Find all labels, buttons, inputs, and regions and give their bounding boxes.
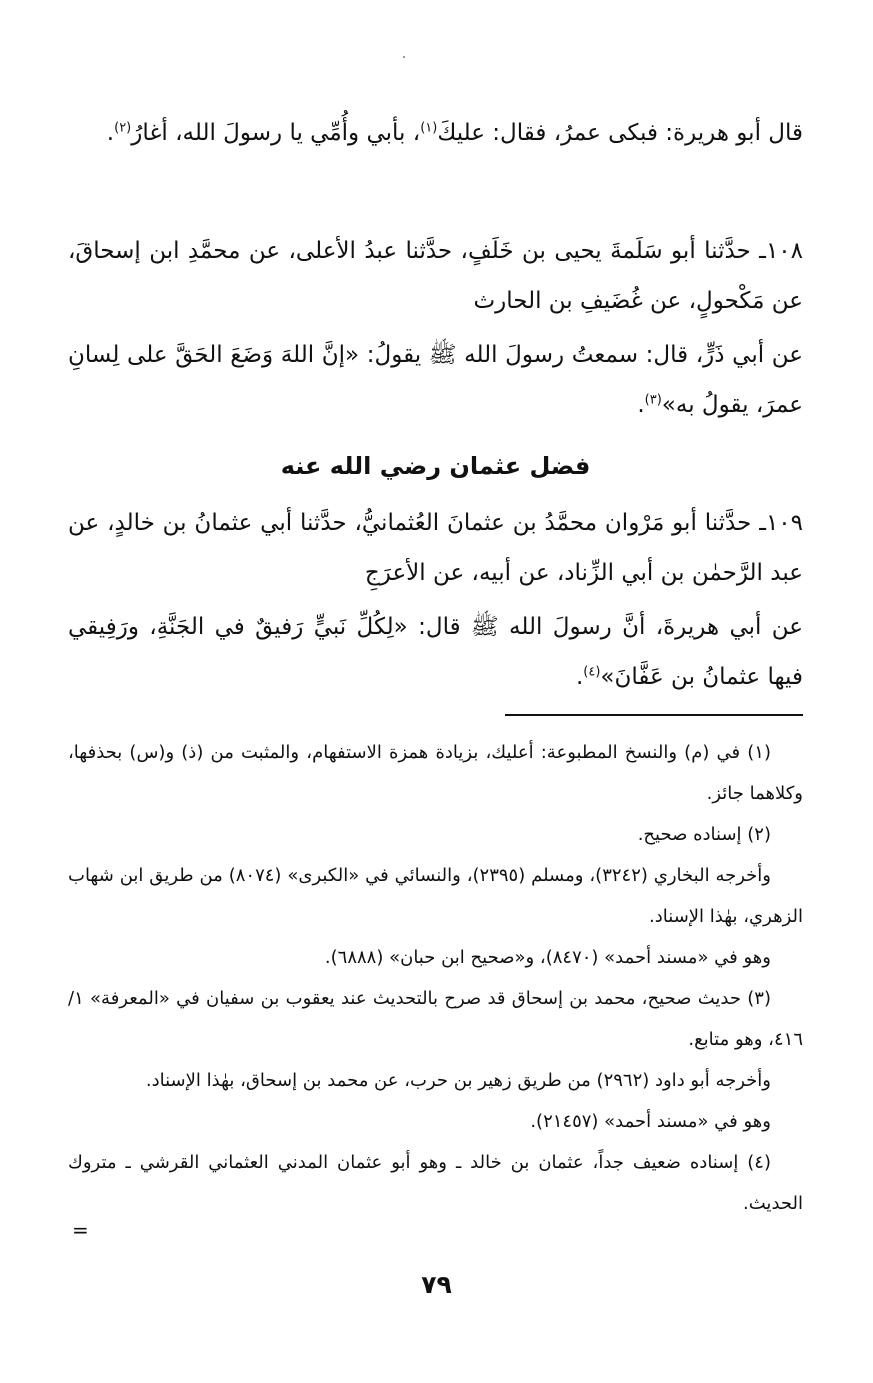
footnote-ref-4: (٤) xyxy=(583,664,601,680)
footnote-2-takhrij: وأخرجه البخاري (٣٢٤٢)، ومسلم (٢٣٩٥)، والنسائي في «الكبرى» (٨٠٧٤) من طريق ابن شهاب الزهري، بهٰذا الإسناد. xyxy=(68,865,803,927)
hadith-108 xyxy=(68,226,803,430)
footnote-1: (١) في (م) والنسخ المطبوعة: أعليك، بزيادة همزة الاستفهام، والمثبت من (ذ) و(س) بحذفها، وكلاهما جائز. xyxy=(68,742,803,804)
footnotes xyxy=(68,732,803,1224)
page-number: ٧٩ xyxy=(421,1270,452,1299)
footnote-ref-1: (١) xyxy=(420,120,438,136)
footnote-4: (٤) إسناده ضعيف جداً، عثمان بن خالد ـ وهو أبو عثمان المدني العثماني القرشي ـ متروك الحديث. xyxy=(68,1152,803,1214)
hadith-108-matn: عن أبي ذَرٍّ، قال: سمعتُ رسولَ الله ﷺ يقولُ: «إنَّ اللهَ وَضَعَ الحَقَّ على لِسانِ عمرَ، يقولُ به» xyxy=(68,342,803,418)
scan-speck xyxy=(403,56,405,58)
footnote-3: (٣) حديث صحيح، محمد بن إسحاق قد صرح بالتحديث عند يعقوب بن سفيان في «المعرفة» ١/ ٤١٦، وهو متابع. xyxy=(68,988,803,1050)
footnote-3-takhrij: وأخرجه أبو داود (٢٩٦٢) من طريق زهير بن حرب، عن محمد بن إسحاق، بهٰذا الإسناد. xyxy=(145,1070,771,1091)
paragraph-umar-weeping xyxy=(68,108,803,158)
hadith-109-isnad: ١٠٩ـ حدَّثنا أبو مَرْوان محمَّدُ بن عثمانَ العُثمانيُّ، حدَّثنا أبي عثمانُ بن خالدٍ، عن عبد الرَّحمٰن بن أبي الزِّناد، عن أبيه، عن الأعرَجِ xyxy=(68,510,803,586)
paragraph-text: قال أبو هريرة: فبكى عمرُ، فقال: عليكَ xyxy=(437,120,803,146)
hadith-109-matn: عن أبي هريرةَ، أنَّ رسولَ الله ﷺ قال: «لِكُلِّ نَبيٍّ رَفيقٌ في الجَنَّةِ، ورَفِيقي فيها عثمانُ بن عَفَّانَ» xyxy=(68,614,803,690)
footnote-3-musnad: وهو في «مسند أحمد» (٢١٤٥٧). xyxy=(530,1111,771,1132)
footnote-ref-3: (٣) xyxy=(644,392,662,408)
footnote-separator xyxy=(505,714,803,716)
continuation-mark: = xyxy=(72,1218,89,1242)
paragraph-text-continued: ، بأبي وأُمِّي يا رسولَ الله، أغارُ xyxy=(131,120,421,146)
section-heading: فضل عثمان رضي الله عنه xyxy=(280,452,591,480)
footnote-2: (٢) إسناده صحيح. xyxy=(637,824,771,845)
paragraph-end: . xyxy=(106,120,115,146)
hadith-108-end: . xyxy=(637,392,645,418)
hadith-108-isnad: ١٠٨ـ حدَّثنا أبو سَلَمةَ يحيى بن خَلَفٍ، حدَّثنا عبدُ الأعلى، عن محمَّدِ ابن إسحاقَ، عن مَكْحولٍ، عن غُضَيفِ بن الحارث xyxy=(68,238,803,314)
footnote-ref-2: (٢) xyxy=(114,120,132,136)
footnote-2-musnad: وهو في «مسند أحمد» (٨٤٧٠)، و«صحيح ابن حبان» (٦٨٨٨). xyxy=(324,947,771,968)
hadith-109 xyxy=(68,498,803,702)
hadith-109-end: . xyxy=(575,664,584,690)
